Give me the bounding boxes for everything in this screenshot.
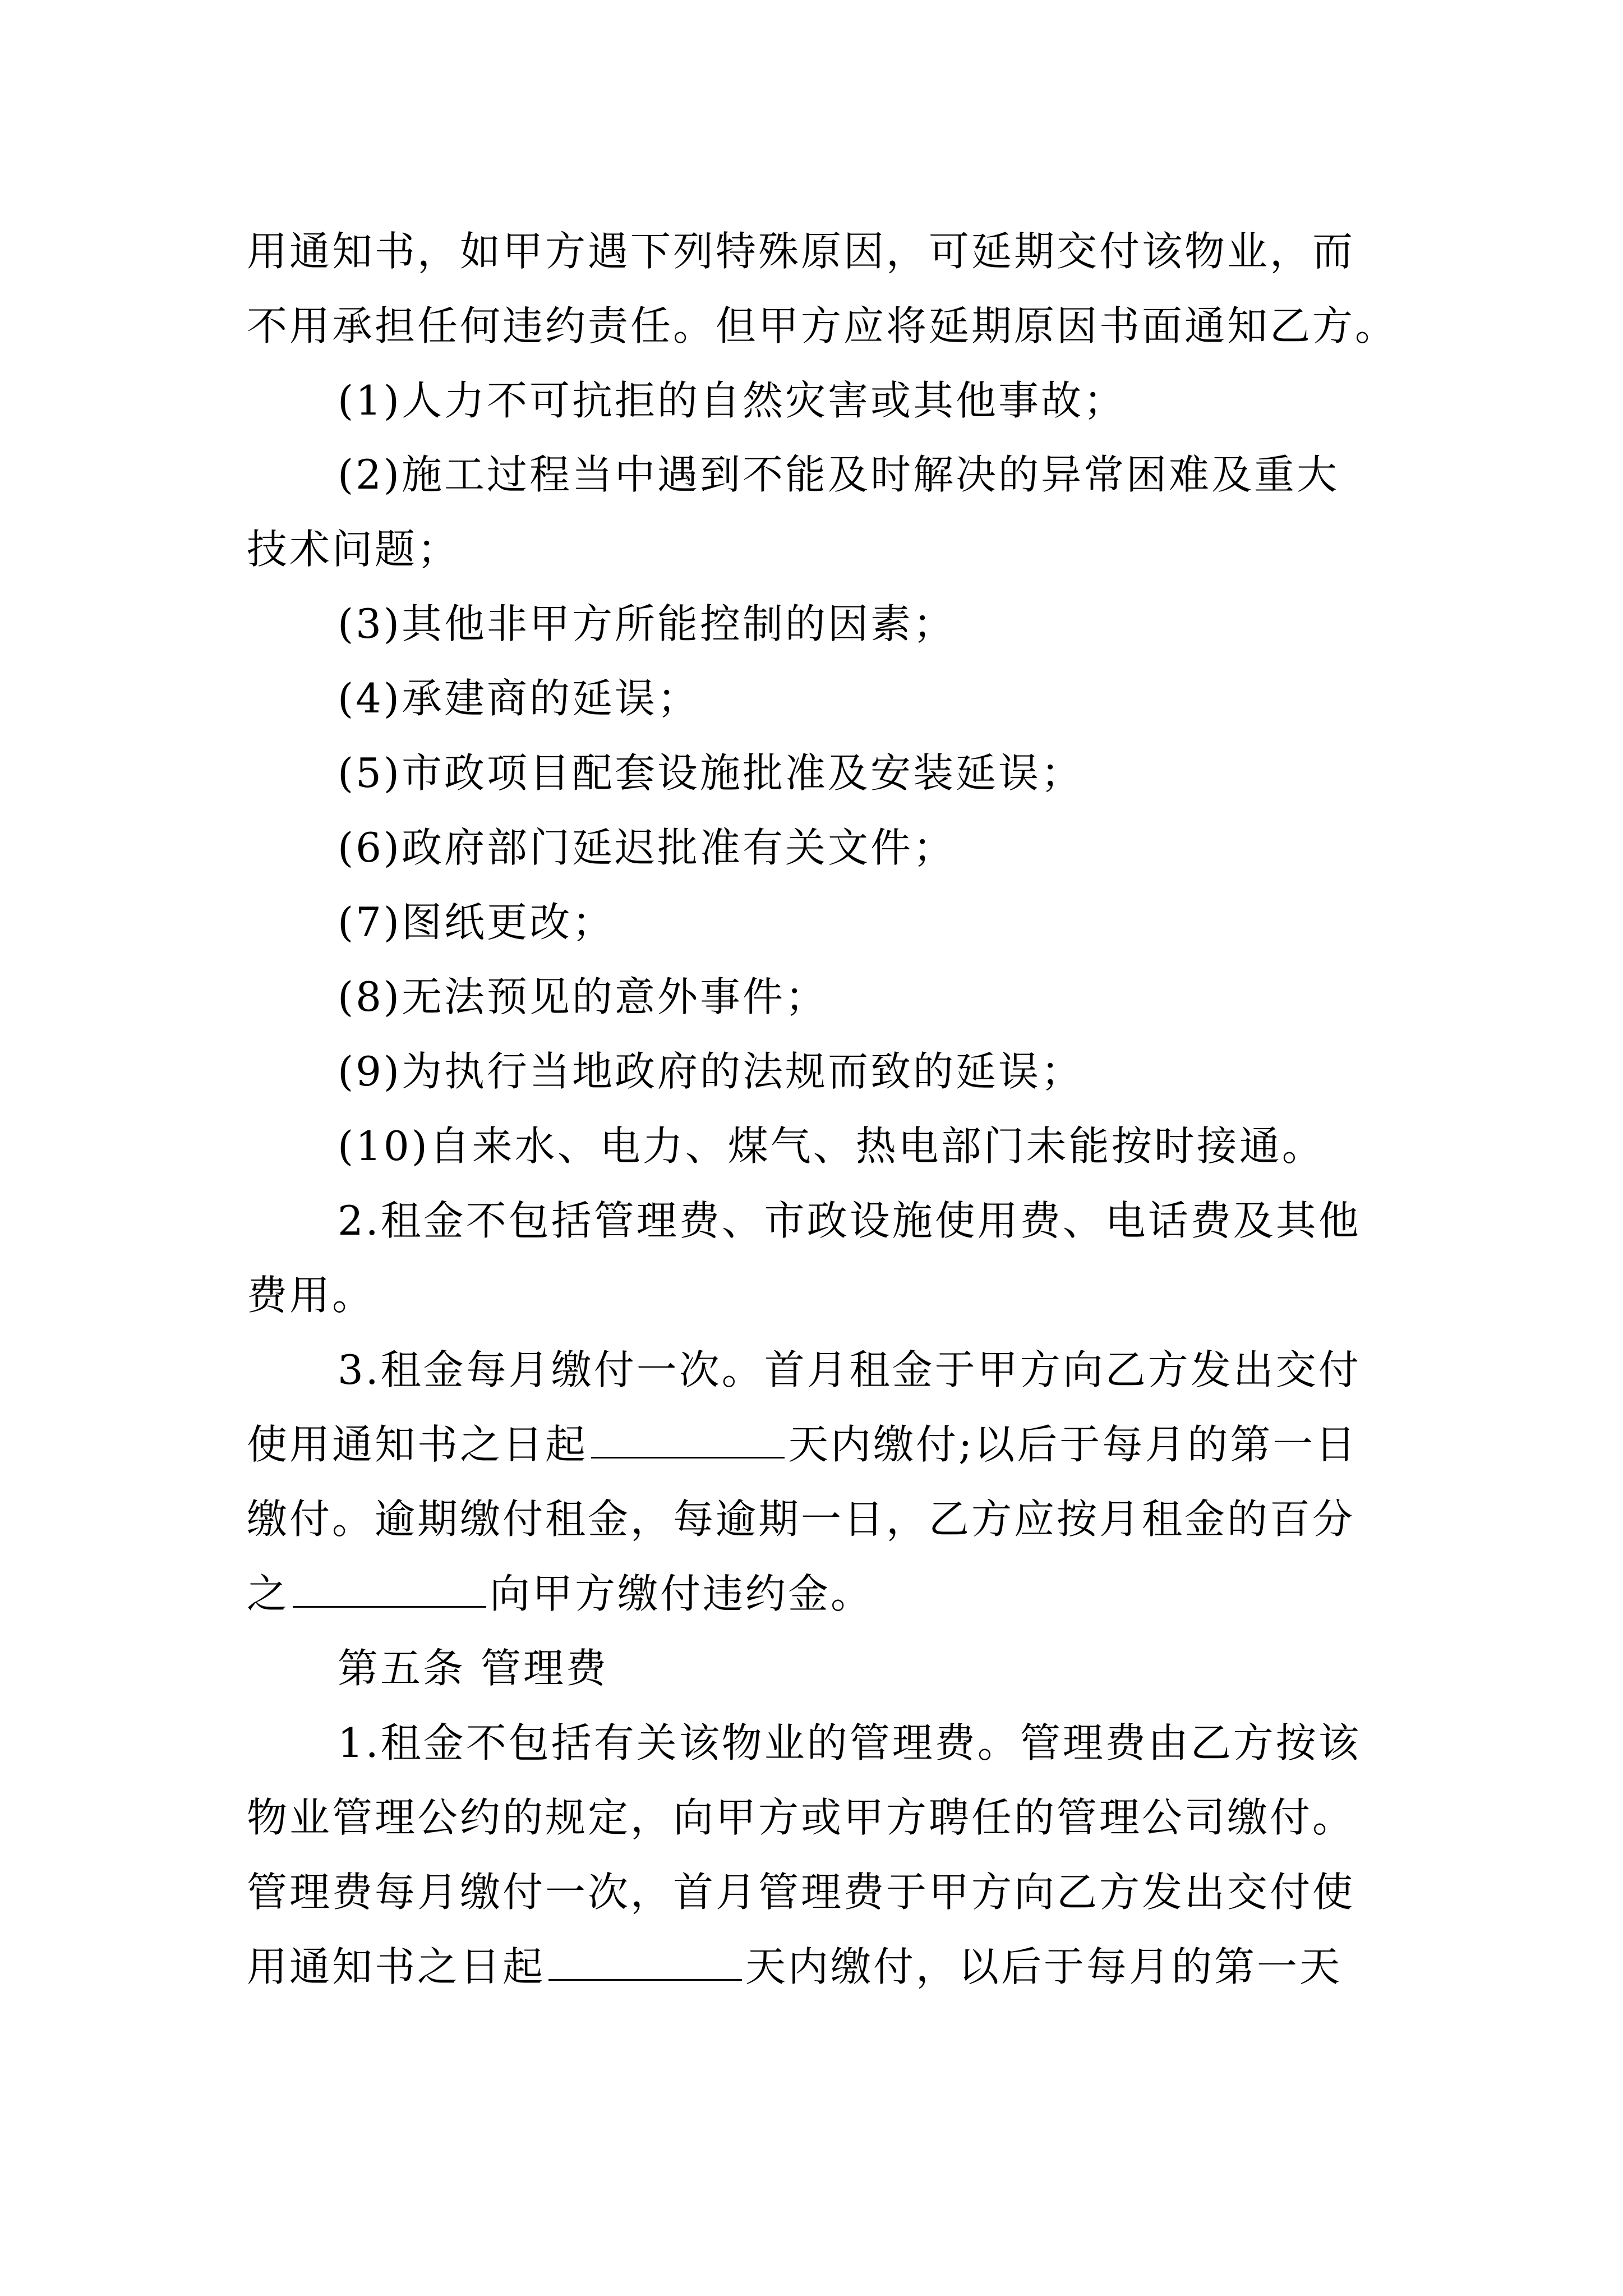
line-text: 使用通知书之日起	[247, 1421, 588, 1468]
fill-in-blank	[293, 1567, 486, 1608]
list-item: (1)人力不可抗拒的自然灾害或其他事故；	[338, 377, 1126, 424]
list-item: (9)为执行当地政府的法规而致的延误；	[338, 1048, 1083, 1095]
paragraph-line: 物业管理公约的规定，向甲方或甲方聘任的管理公司缴付。	[247, 1794, 1355, 1841]
list-item: (10)自来水、电力、煤气、热电部门未能按时接通。	[338, 1122, 1325, 1170]
list-item: (5)市政项目配套设施批准及安装延误；	[338, 749, 1083, 797]
line-text: 用通知书之日起	[247, 1943, 546, 1990]
line-text: 之	[247, 1570, 290, 1617]
list-item: (7)图纸更改；	[338, 899, 615, 946]
paragraph-line: 1.租金不包括有关该物业的管理费。管理费由乙方按该	[338, 1719, 1361, 1766]
paragraph-line: 2.租金不包括管理费、市政设施使用费、电话费及其他	[338, 1197, 1361, 1244]
line-text: 天内缴付，以后于每月的第一天	[745, 1943, 1343, 1990]
paragraph-line: 管理费每月缴付一次，首月管理费于甲方向乙方发出交付使	[247, 1869, 1355, 1916]
paragraph-line-with-blank	[247, 1411, 1358, 1478]
paragraph-line: 用通知书，如甲方遇下列特殊原因，可延期交付该物业，而	[247, 228, 1355, 275]
list-item: (4)承建商的延误；	[338, 675, 700, 722]
list-item: (6)政府部门延迟批准有关文件；	[338, 824, 956, 871]
paragraph-line: 缴付。逾期缴付租金，每逾期一日，乙方应按月租金的百分	[247, 1496, 1355, 1543]
list-item: (3)其他非甲方所能控制的因素；	[338, 600, 956, 647]
paragraph-line: 不用承担任何违约责任。但甲方应将延期原因书面通知乙方。	[247, 302, 1398, 349]
paragraph-line-with-blank	[247, 1560, 873, 1627]
section-heading: 第五条 管理费	[338, 1645, 608, 1692]
line-text: 向甲方缴付违约金。	[490, 1570, 874, 1617]
paragraph-line: 技术问题；	[247, 526, 460, 573]
paragraph-line-with-blank	[247, 1933, 1342, 2000]
paragraph-line: 3.租金每月缴付一次。首月租金于甲方向乙方发出交付	[338, 1346, 1361, 1393]
list-item: (2)施工过程当中遇到不能及时解决的异常困难及重大	[338, 451, 1339, 498]
fill-in-blank	[548, 1940, 742, 1981]
fill-in-blank	[591, 1418, 785, 1458]
line-text: 天内缴付;以后于每月的第一日	[788, 1421, 1358, 1468]
list-item: (8)无法预见的意外事件；	[338, 973, 828, 1020]
paragraph-line: 费用。	[247, 1272, 375, 1319]
